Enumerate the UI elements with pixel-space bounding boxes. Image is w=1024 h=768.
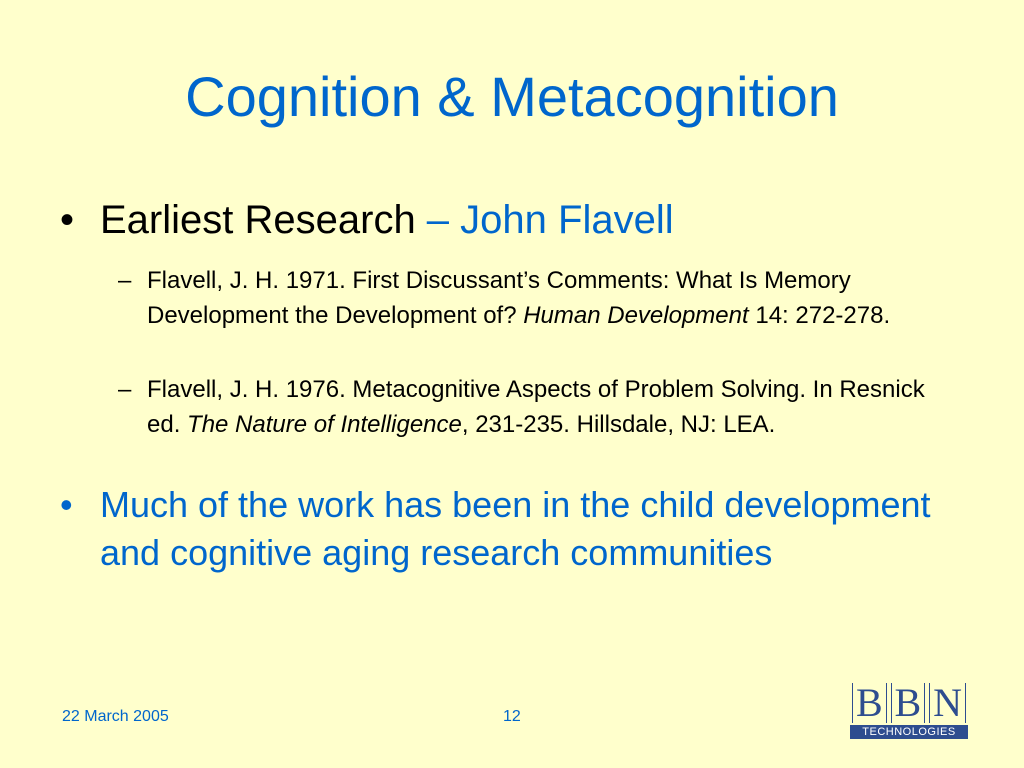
reference-pages: , 231-235. Hillsdale, NJ: LEA.	[461, 411, 776, 438]
reference-book: The Nature of Intelligence	[187, 411, 462, 438]
bullet-text: Much of the work has been in the child development and cognitive aging research communities	[100, 484, 931, 573]
reference-journal: Human Development	[523, 302, 749, 329]
sub-bullet-marker: –	[118, 376, 132, 403]
logo-letters	[850, 680, 968, 725]
bullet-child-development	[60, 481, 960, 577]
reference-text: Flavell, J. H. 1971. First Discussant’s Comments: What Is Memory Development the Development of?	[147, 267, 851, 329]
bbn-logo	[850, 680, 968, 743]
reference-flavell-1971	[118, 263, 948, 333]
page-number: 12	[503, 708, 521, 725]
bullet-text: Earliest Research	[100, 198, 427, 242]
bullet-marker: •	[60, 198, 75, 242]
bullet-author: – John Flavell	[426, 198, 674, 242]
slide-title: Cognition & Metacognition	[185, 65, 839, 128]
reference-flavell-1976	[118, 372, 948, 442]
logo-letter: B	[891, 683, 926, 723]
reference-text: Flavell, J. H. 1976. Metacognitive Aspects of Problem Solving. In Resnick ed.	[147, 376, 925, 438]
bullet-earliest-research	[60, 193, 960, 247]
logo-letter: N	[929, 683, 966, 723]
logo-letter: B	[852, 683, 887, 723]
footer-date: 22 March 2005	[62, 708, 169, 725]
bullet-marker: •	[60, 484, 73, 525]
reference-pages: 14: 272-278.	[748, 302, 891, 329]
sub-bullet-marker: –	[118, 267, 132, 294]
logo-subtitle: TECHNOLOGIES	[850, 725, 968, 739]
